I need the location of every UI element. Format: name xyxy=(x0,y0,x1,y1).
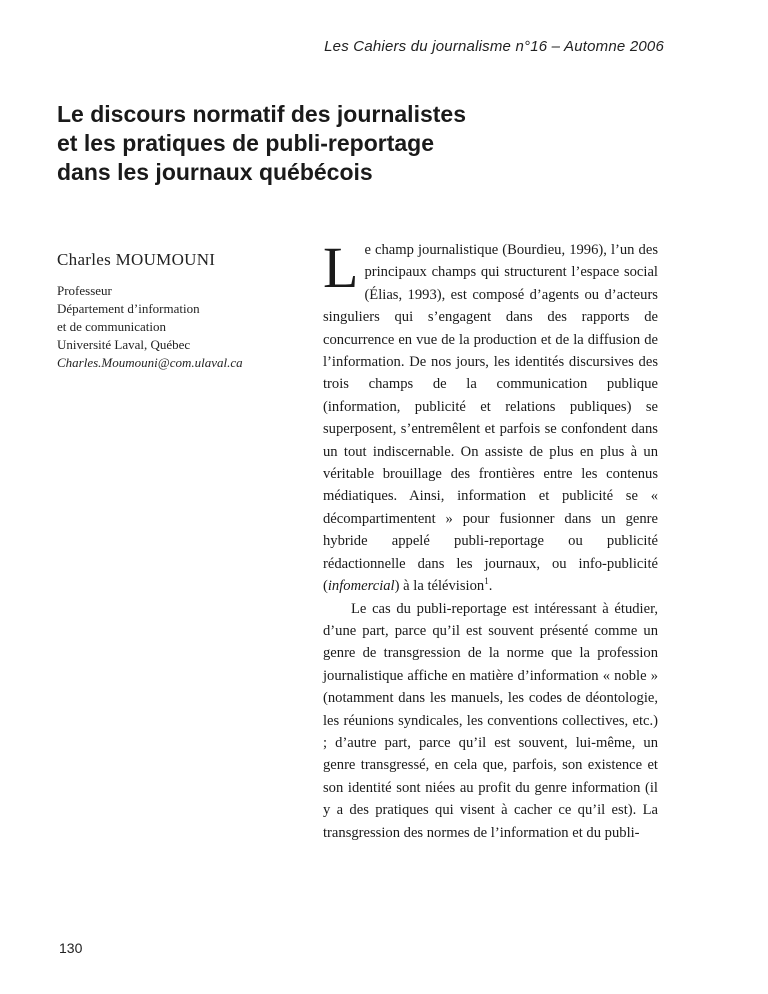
title-line: dans les journaux québécois xyxy=(57,159,373,185)
affiliation-line: Département d’information xyxy=(57,301,200,316)
paragraph-2: Le cas du publi-reportage est intéressant à étudier, d’une part, parce qu’il est souvent présenté comme un genre de transgression de la norme que la profession journalistique affiche en matière d’information « noble » (notamment dans les manuels, les codes de déontologie, les réunions syndicales, les conventions collectives, etc.) ; d’autre part, parce qu’il est souvent, lui-même, un genre transgressé, en cela que, parfois, son existence et son identité sont niées au profit du genre information (il y a des pratiques qui visent à cacher ce qu’il est). La transgression des normes de l’information et du publi- xyxy=(323,600,658,841)
article-body xyxy=(323,235,658,844)
running-header: Les Cahiers du journalisme n°16 – Automne 2006 xyxy=(324,38,664,55)
title-line: Le discours normatif des journalistes xyxy=(57,101,466,127)
italic-term: infomercial xyxy=(327,578,395,595)
page-number: 130 xyxy=(59,940,83,956)
author-name: Charles MOUMOUNI xyxy=(57,250,216,269)
article-title xyxy=(57,100,577,187)
author-affiliation xyxy=(57,282,307,372)
title-line: et les pratiques de publi-reportage xyxy=(57,130,435,156)
paragraph-1: Le champ journalistique (Bourdieu, 1996), l’un des principaux champs qui structurent l’espace social (Élias, 1993), est composé d’agents ou d’acteurs singuliers qui s’engagent dans des rapports de concurrence en vue de la production et de la diffusion de l’information. De nos jours, les identités discursives des trois champs de la communication publique (information, publicité et relations publiques) se superposent, s’entremêlent et parfois se confondent dans un tout indiscernable. On assiste de plus en plus à un véritable brouillage des frontières entre les contenus médiatiques. Ainsi, information et publicité se « décompartimentent » pour fusionner dans un genre hybride appelé publi-reportage ou publicité rédactionnelle dans les journaux, ou info-publicité (infomercial) à la télévision$^1$. xyxy=(323,235,658,595)
affiliation-line: et de communication xyxy=(57,319,167,334)
affiliation-line: Université Laval, Québec xyxy=(57,337,191,352)
affiliation-line: Professeur xyxy=(57,283,112,298)
footnote-marker[interactable]: 1 xyxy=(484,576,489,587)
drop-cap: L xyxy=(323,235,359,300)
author-email[interactable]: Charles.Moumouni@com.ulaval.ca xyxy=(57,355,243,370)
